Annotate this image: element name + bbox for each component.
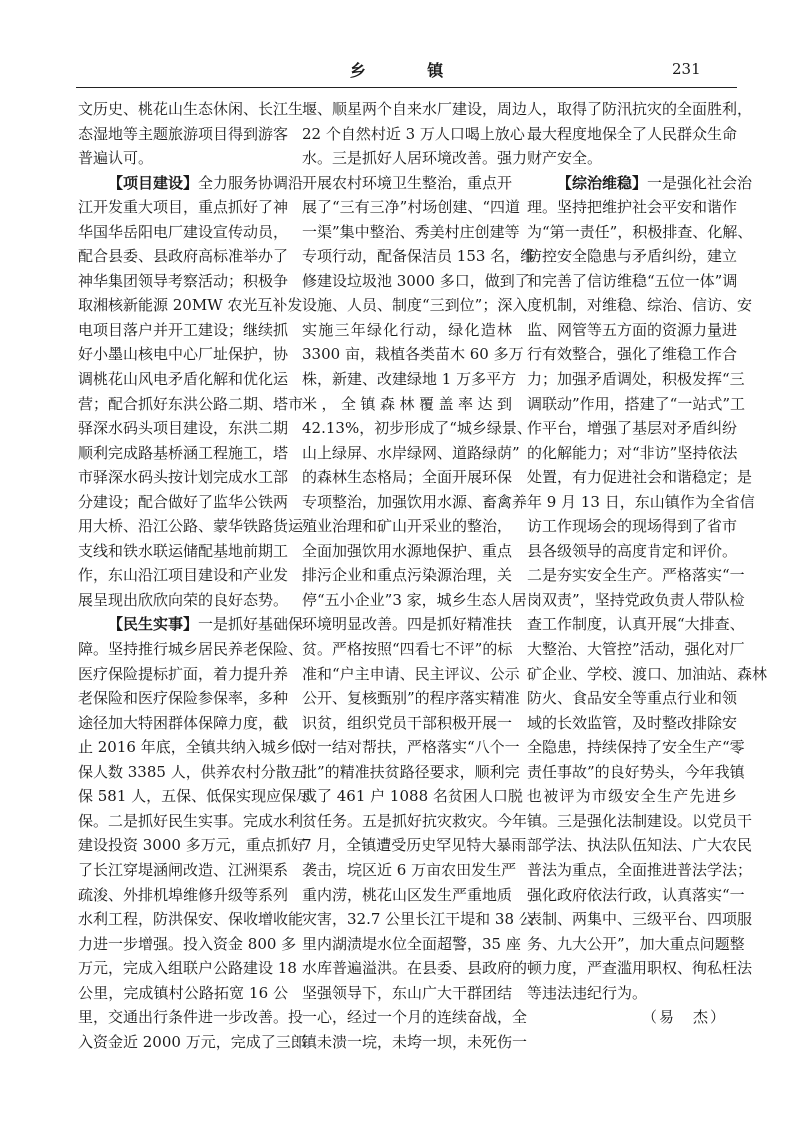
text-line (302, 883, 512, 908)
line-text: 全面加强饮用水源地保护、重点 (302, 541, 513, 560)
line-text: 保。二是抓好民生实事。完成水利 (78, 811, 304, 830)
line-text: 调桃花山风电矛盾化解和优化运 (78, 370, 289, 389)
text-column-right (527, 97, 768, 1030)
text-line (302, 195, 521, 220)
line-text: 监、网管等五方面的资源力量进 (527, 320, 738, 339)
line-text: 查工作制度，认真开展“大排查、 (527, 615, 745, 634)
paragraph (78, 612, 312, 1054)
text-line (78, 539, 288, 564)
line-text: 一渠”集中整治、秀美村庄创建等 (302, 222, 520, 241)
line-text: 务、九大公开”，加大重点问题整 (527, 934, 745, 953)
line-text: 入资金近 2000 万元，完成了三郎 (78, 1032, 306, 1051)
text-line (302, 563, 512, 588)
text-line (527, 318, 737, 343)
text-line (302, 465, 512, 490)
line-text: 坚强领导下，东山广大干群团结 (302, 983, 513, 1002)
text-line (78, 514, 304, 539)
text-line (78, 858, 288, 883)
text-line (302, 220, 520, 245)
text-line (78, 220, 288, 245)
text-line (527, 269, 737, 294)
line-text: 处置，有力促进社会和谐稳定；是 (527, 468, 753, 487)
line-text: 停“五小企业”3 家，城乡生态人居 (302, 590, 527, 609)
text-line (302, 318, 512, 343)
line-text: 部学法、执法队伍知法、广大农民 (527, 836, 753, 855)
text-line (78, 122, 288, 147)
text-line (527, 416, 737, 441)
author-byline: （易 杰） (641, 1008, 727, 1027)
line-text: 态湿地等主题旅游项目得到游客 (78, 124, 289, 143)
line-text: 老保险和医疗保险参保率，多种 (78, 689, 289, 708)
text-line (302, 171, 512, 196)
text-line (78, 735, 306, 760)
line-text: 设施、人员、制度“三到位”；深入 (302, 296, 528, 315)
line-text: 市驿深水码头按计划完成水工部 (78, 468, 289, 487)
line-text: 顺利完成路基桥涵工程施工，塔 (78, 443, 289, 462)
text-line (78, 195, 288, 220)
text-line (78, 637, 304, 662)
text-line (302, 122, 525, 147)
line-text: 神华集团领导考察活动；积极争 (78, 271, 289, 290)
line-text: 米，全镇森林覆盖率达到 (302, 394, 512, 413)
text-line (527, 858, 753, 883)
line-text: 实施三年绿化行动，绿化造林 (302, 320, 512, 339)
line-text: 止 2016 年底，全镇共纳入城乡低 (78, 738, 306, 757)
line-text: 准和“户主申请、民主评议、公示 (302, 664, 520, 683)
line-text: 镇。三是强化法制建设。以党员干 (527, 811, 753, 830)
text-line (302, 416, 532, 441)
line-text: 了长江穿堤涵闸改造、江洲渠系 (78, 860, 289, 879)
text-line (527, 122, 737, 147)
text-line (527, 612, 745, 637)
line-text: 年 9 月 13 日，东山镇作为全省信 (527, 492, 755, 511)
section-heading: 【项目建设】 (108, 173, 199, 192)
line-text: 人，取得了防汛抗灾的全面胜利， (527, 100, 753, 118)
page-number: 231 (672, 60, 701, 78)
line-text: 对一结对帮扶，严格落实“八个一 (302, 738, 520, 757)
text-line (78, 588, 288, 613)
line-text: 贫。严格按照“四看七不评”的标 (302, 640, 513, 659)
text-line (527, 563, 745, 588)
text-column-middle (302, 97, 536, 1054)
header-rule (76, 87, 737, 88)
text-line (302, 293, 528, 318)
line-text: 展了“三有三净”村场创建、“四道 (302, 198, 521, 217)
line-text: 全隐患，持续保持了安全生产“零 (527, 738, 745, 757)
line-text: 也被评为市级安全生产先进乡 (527, 787, 737, 806)
text-line (527, 932, 745, 957)
line-text: 专项行动，配备保洁员 153 名，维 (302, 247, 536, 266)
text-line (78, 392, 304, 417)
text-line (302, 981, 512, 1006)
text-line (78, 686, 288, 711)
text-line (527, 539, 737, 564)
line-text: 力；加强矛盾调处，积极发挥“三 (527, 370, 745, 389)
text-column-left (78, 97, 312, 1054)
text-line (78, 342, 288, 367)
text-line (527, 686, 737, 711)
line-text: 江开发重大项目，重点抓好了神 (78, 198, 289, 217)
text-line (78, 612, 304, 637)
text-line (302, 269, 530, 294)
text-line (527, 588, 745, 613)
text-line (527, 662, 768, 687)
line-text: 驿深水码头项目建设，东洪二期 (78, 419, 289, 438)
line-text: 贫任务。五是抓好抗灾救灾。今年 (302, 811, 528, 830)
line-text: 建设投资 3000 多万元，重点抓好 (78, 836, 306, 855)
text-line (527, 367, 745, 392)
line-text: 理。坚持把维护社会平安和谐作 (527, 198, 738, 217)
text-line (78, 932, 297, 957)
line-text: 开展农村环境卫生整治，重点开 (302, 173, 513, 192)
line-text: 岗双责”，坚持党政负责人带队检 (527, 590, 745, 609)
text-line (527, 883, 745, 908)
text-line (302, 833, 527, 858)
line-text: 保人数 3385 人，供养农村分散五 (78, 762, 306, 781)
line-text: 疏浚、外排机埠维修升级等系列 (78, 885, 289, 904)
line-text: 水利工程，防洪保安、保收增收能 (78, 910, 304, 929)
text-line (302, 662, 520, 687)
line-text: 堰、顺星两个自来水厂建设，周边 (302, 100, 528, 118)
text-line (527, 637, 745, 662)
text-line (527, 97, 753, 122)
line-text: 用大桥、沿江公路、蒙华铁路货运 (78, 517, 304, 536)
text-line (527, 244, 737, 269)
text-line (302, 735, 520, 760)
text-line (78, 293, 303, 318)
text-line (78, 318, 288, 343)
line-text: 障。坚持推行城乡居民养老保险、 (78, 640, 304, 659)
text-line (78, 662, 288, 687)
line-text: 一是强化社会治 (647, 173, 753, 192)
text-line (527, 956, 753, 981)
line-text: 度机制，对维稳、综治、信访、安 (527, 296, 753, 315)
text-line (78, 97, 304, 122)
text-line (302, 612, 512, 637)
line-text: 作，东山沿江项目建设和产业发 (78, 566, 289, 585)
line-text: 文历史、桃花山生态休闲、长江生 (78, 100, 304, 118)
line-text: 里内湖渍堤水位全面超警，35 座 (302, 934, 521, 953)
line-text: 为“第一责任”，积极排查、化解、 (527, 222, 753, 241)
line-text: 的森林生态格局；全面开展环保 (302, 468, 513, 487)
line-text: 保 581 人，五保、低保实现应保尽 (78, 787, 312, 806)
text-line (78, 907, 304, 932)
line-text: 最大程度地保全了人民群众生命 (527, 124, 738, 143)
line-text: 域的长效监管，及时整改排除安 (527, 713, 738, 732)
line-text: 普法为重点，全面推进普法学法； (527, 860, 753, 879)
line-text: 展呈现出欣欣向荣的良好态势。 (78, 590, 289, 609)
line-text: 镇未溃一垸，未垮一坝，未死伤一 (302, 1032, 528, 1051)
line-text: 公开、复核甄别”的程序落实精准 (302, 689, 520, 708)
text-line (78, 563, 288, 588)
text-line (527, 171, 753, 196)
line-text: 修建设垃圾池 3000 多口，做到了 (302, 271, 530, 290)
line-text: 公里，完成镇村公路拓宽 16 公 (78, 983, 288, 1002)
line-text: 的化解能力；对“非访”坚持依法 (527, 443, 738, 462)
text-line (302, 956, 528, 981)
text-line (302, 441, 520, 466)
text-line (78, 490, 288, 515)
text-line (527, 784, 737, 809)
line-text: 防火、食品安全等重点行业和领 (527, 689, 738, 708)
line-text: 县各级领导的高度肯定和评价。 (527, 541, 738, 560)
line-text: 42.13%，初步形成了“城乡绿景、 (302, 419, 532, 438)
line-text: 等违法违纪行为。 (527, 983, 648, 1002)
line-text: 责任事故”的良好势头，今年我镇 (527, 762, 745, 781)
paragraph (527, 171, 768, 1006)
text-line (302, 1005, 528, 1030)
line-text: 一心，经过一个月的连续奋战，全 (302, 1008, 528, 1027)
line-text: 作平台，增强了基层对矛盾纠纷 (527, 419, 738, 438)
line-text: 山上绿屏、水岸绿网、道路绿荫” (302, 443, 520, 462)
line-text: 全力服务协调沿 (198, 173, 304, 192)
line-text: 水。三是抓好人居环境改善。强力 (302, 149, 528, 168)
text-line (527, 833, 753, 858)
text-line (302, 858, 517, 883)
text-line (78, 833, 306, 858)
line-text: 环境明显改善。四是抓好精准扶 (302, 615, 513, 634)
line-text: 3300 亩，栽植各类苗木 60 多万 (302, 345, 524, 364)
line-text: 防控安全隐患与矛盾纠纷，建立 (527, 247, 738, 266)
text-line (302, 342, 524, 367)
paragraph (78, 97, 304, 171)
text-line (527, 220, 753, 245)
line-text: 批”的精准扶贫路径要求，顺利完 (302, 762, 520, 781)
line-text: 表制、两集中、三级平台、四项服 (527, 910, 753, 929)
line-text: 强化政府依法行政，认真落实“一 (527, 885, 745, 904)
text-line (78, 809, 304, 834)
text-line (78, 367, 288, 392)
text-line (302, 809, 528, 834)
line-text: 二是夯实安全生产。严格落实“一 (527, 566, 745, 585)
line-text: 分建设；配合做好了监华公铁两 (78, 492, 289, 511)
line-text: 顿力度，严查滥用职权、徇私枉法 (527, 959, 753, 978)
line-text: 7 月，全镇遭受历史罕见特大暴雨 (302, 836, 527, 855)
line-text: 排污企业和重点污染源治理，关 (302, 566, 513, 585)
line-text: 株，新建、改建绿地 1 万多平方 (302, 370, 517, 389)
line-text: 医疗保险提标扩面，着力提升养 (78, 664, 289, 683)
text-line (527, 711, 737, 736)
text-line (78, 416, 288, 441)
line-text: 22 个自然村近 3 万人口喝上放心 (302, 124, 525, 143)
text-line (527, 465, 753, 490)
text-line (78, 171, 304, 196)
line-text: 重内涝，桃花山区发生严重地质 (302, 885, 513, 904)
text-line (302, 514, 512, 539)
text-line (78, 1030, 306, 1055)
section-heading: 【民生实事】 (108, 615, 199, 634)
text-line (527, 809, 753, 834)
line-text: 途径加大特困群体保障力度，截 (78, 713, 289, 732)
text-line (302, 637, 512, 662)
text-line (302, 784, 523, 809)
text-line (302, 490, 528, 515)
text-line (302, 1030, 528, 1055)
text-line (78, 883, 288, 908)
text-line (302, 760, 520, 785)
line-text: 一是抓好基础保 (198, 615, 304, 634)
line-text: 万元，完成入组联户公路建设 18 (78, 959, 297, 978)
line-text: 调联动”作用，搭建了“一站式”工 (527, 394, 746, 413)
text-line (302, 244, 536, 269)
line-text: 配合县委、县政府高标准举办了 (78, 247, 289, 266)
text-line (527, 293, 753, 318)
text-line (78, 981, 288, 1006)
text-line (527, 392, 746, 417)
text-line (302, 392, 512, 417)
text-line (78, 244, 288, 269)
text-line (527, 907, 753, 932)
paragraph (302, 97, 536, 1054)
text-line (302, 146, 528, 171)
text-line (302, 367, 517, 392)
paragraph (78, 171, 304, 613)
line-text: 和完善了信访维稳“五位一体”调 (527, 271, 738, 290)
line-text: 专项整治，加强饮用水源、畜禽养 (302, 492, 528, 511)
text-line (527, 760, 745, 785)
line-text: 电项目落户并开工建设；继续抓 (78, 320, 289, 339)
line-text: 殖业治理和矿山开采业的整治， (302, 517, 513, 536)
text-line (78, 1005, 304, 1030)
text-line (78, 711, 288, 736)
line-text: 识贫，组织党员干部积极开展一 (302, 713, 513, 732)
text-line (78, 441, 288, 466)
text-line (527, 146, 737, 171)
text-line (78, 760, 306, 785)
text-line (527, 735, 745, 760)
text-line (527, 195, 737, 220)
line-text: 华国华岳阳电厂建设宣传动员， (78, 222, 289, 241)
line-text: 里，交通出行条件进一步改善。投 (78, 1008, 304, 1027)
line-text: 访工作现场会的现场得到了省市 (527, 517, 738, 536)
text-line (527, 981, 737, 1006)
line-text: 成了 461 户 1088 名贫困人口脱 (302, 787, 523, 806)
line-text: 力进一步增强。投入资金 800 多 (78, 934, 297, 953)
text-line (302, 907, 534, 932)
text-line (302, 686, 520, 711)
text-line (527, 342, 737, 367)
line-text: 袭击，垸区近 6 万亩农田发生严 (302, 860, 517, 879)
line-text: 水库普遍溢洪。在县委、县政府的 (302, 959, 528, 978)
line-text: 矿企业、学校、渡口、加油站、森林 (527, 664, 768, 683)
line-text: 取湘核新能源 20MW 农光互补发 (78, 296, 303, 315)
line-text: 普遍认可。 (78, 149, 154, 168)
line-text: 支线和铁水联运储配基地前期工 (78, 541, 289, 560)
text-line (302, 539, 512, 564)
text-line (302, 588, 527, 613)
line-text: 大整治、大管控”活动，强化对厂 (527, 640, 745, 659)
text-line (78, 146, 288, 171)
line-text: 灾害，32.7 公里长江干堤和 38 公 (302, 910, 534, 929)
text-line (78, 465, 288, 490)
text-line (78, 956, 297, 981)
text-line (78, 784, 312, 809)
paragraph (527, 97, 753, 171)
line-text: 营；配合抓好东洪公路二期、塔市 (78, 394, 304, 413)
text-line (527, 514, 737, 539)
line-text: 行有效整合，强化了维稳工作合 (527, 345, 738, 364)
text-line (302, 711, 512, 736)
section-heading: 【综治维稳】 (557, 173, 648, 192)
line-text: 财产安全。 (527, 149, 603, 168)
line-text: 好小墨山核电中心厂址保护，协 (78, 345, 289, 364)
text-line (527, 490, 755, 515)
text-line (78, 269, 288, 294)
running-header-title: 乡 镇 (349, 61, 472, 80)
text-line (302, 97, 528, 122)
text-line (527, 441, 737, 466)
text-line (302, 932, 521, 957)
